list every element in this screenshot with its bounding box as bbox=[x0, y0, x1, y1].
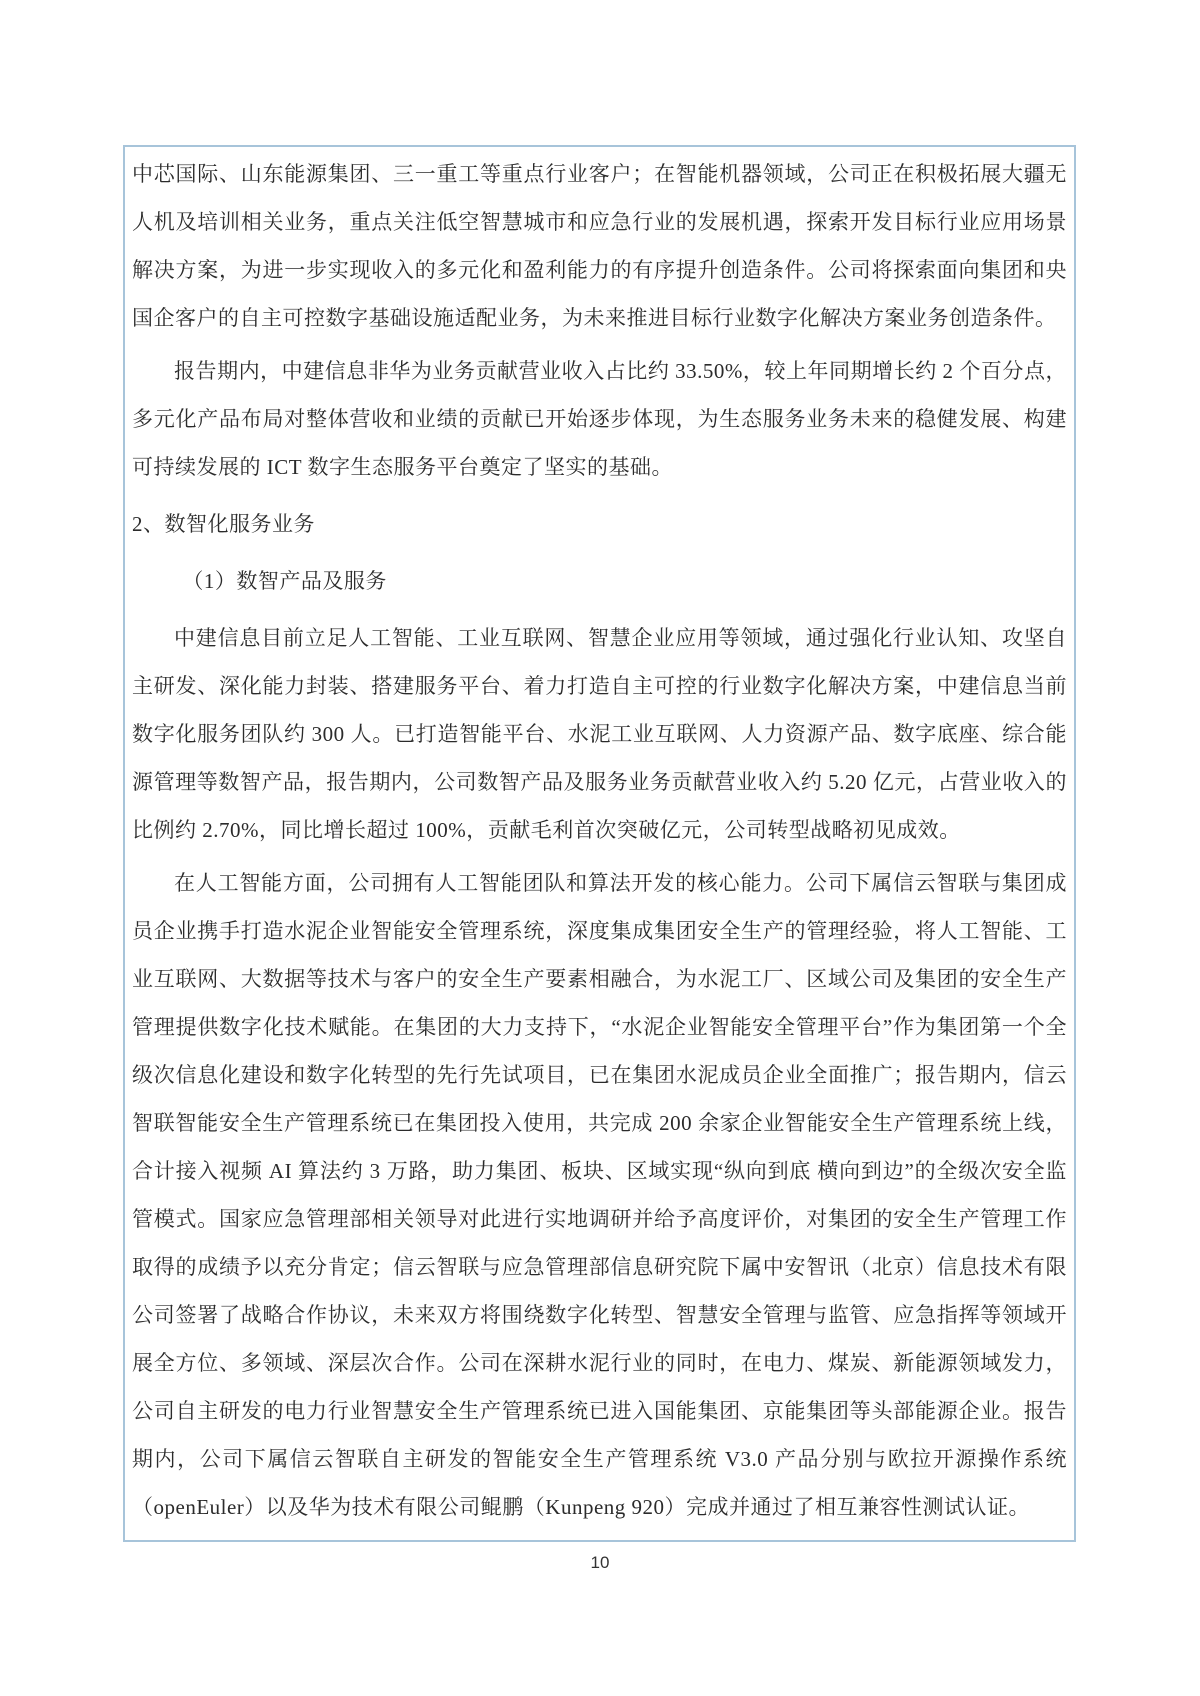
section-heading: 2、数智化服务业务 bbox=[132, 512, 315, 536]
paragraph-continuation: 中芯国际、山东能源集团、三一重工等重点行业客户；在智能机器领域，公司正在积极拓展大疆无人机及培训相关业务，重点关注低空智慧城市和应急行业的发展机遇，探索开发目标行业应用场景解决方案，为进一步实现收入的多元化和盈利能力的有序提升创造条件。公司将探索面向集团和央国企客户的自主可控数字基础设施适配业务，为未来推进目标行业数字化解决方案业务创造条件。 bbox=[132, 162, 1067, 330]
subsection-heading: （1）数智产品及服务 bbox=[182, 569, 387, 593]
paragraph-body: 报告期内，中建信息非华为业务贡献营业收入占比约 33.50%，较上年同期增长约 2 个百分点，多元化产品布局对整体营收和业绩的贡献已开始逐步体现，为生态服务业务未来的稳健发展、构建可持续发展的 ICT 数字生态服务平台奠定了坚实的基础。 bbox=[132, 359, 1067, 479]
paragraph-body: 在人工智能方面，公司拥有人工智能团队和算法开发的核心能力。公司下属信云智联与集团成员企业携手打造水泥企业智能安全管理系统，深度集成集团安全生产的管理经验，将人工智能、工业互联网、大数据等技术与客户的安全生产要素相融合，为水泥工厂、区域公司及集团的安全生产管理提供数字化技术赋能。在集团的大力支持下，“水泥企业智能安全管理平台”作为集团第一个全级次信息化建设和数字化转型的先行先试项目，已在集团水泥成员企业全面推广；报告期内，信云智联智能安全生产管理系统已在集团投入使用，共完成 200 余家企业智能安全生产管理系统上线，合计接入视频 AI 算法约 3 万路，助力集团、板块、区域实现“纵向到底 横向到边”的全级次安全监管模式。国家应急管理部相关领导对此进行实地调研并给予高度评价，对集团的安全生产管理工作取得的成绩予以充分肯定；信云智联与应急管理部信息研究院下属中安智讯（北京）信息技术有限公司签署了战略合作协议，未来双方将围绕数字化转型、智慧安全管理与监管、应急指挥等领域开展全方位、多领域、深层次合作。公司在深耕水泥行业的同时，在电力、煤炭、新能源领域发力，公司自主研发的电力行业智慧安全生产管理系统已进入国能集团、京能集团等头部能源企业。报告期内，公司下属信云智联自主研发的智能安全生产管理系统 V3.0 产品分别与欧拉开源操作系统（openEuler）以及华为技术有限公司鲲鹏（Kunpeng 920）完成并通过了相互兼容性测试认证。 bbox=[132, 871, 1067, 1519]
content-border-box bbox=[123, 145, 1076, 1542]
paragraph-body: 中建信息目前立足人工智能、工业互联网、智慧企业应用等领域，通过强化行业认知、攻坚自主研发、深化能力封装、搭建服务平台、着力打造自主可控的行业数字化解决方案，中建信息当前数字化服务团队约 300 人。已打造智能平台、水泥工业互联网、人力资源产品、数字底座、综合能源管理等数智产品，报告期内，公司数智产品及服务业务贡献营业收入约 5.20 亿元，占营业收入的比例约 2.70%，同比增长超过 100%，贡献毛利首次突破亿元，公司转型战略初见成效。 bbox=[132, 626, 1067, 842]
page-number: 10 bbox=[590, 1553, 610, 1572]
